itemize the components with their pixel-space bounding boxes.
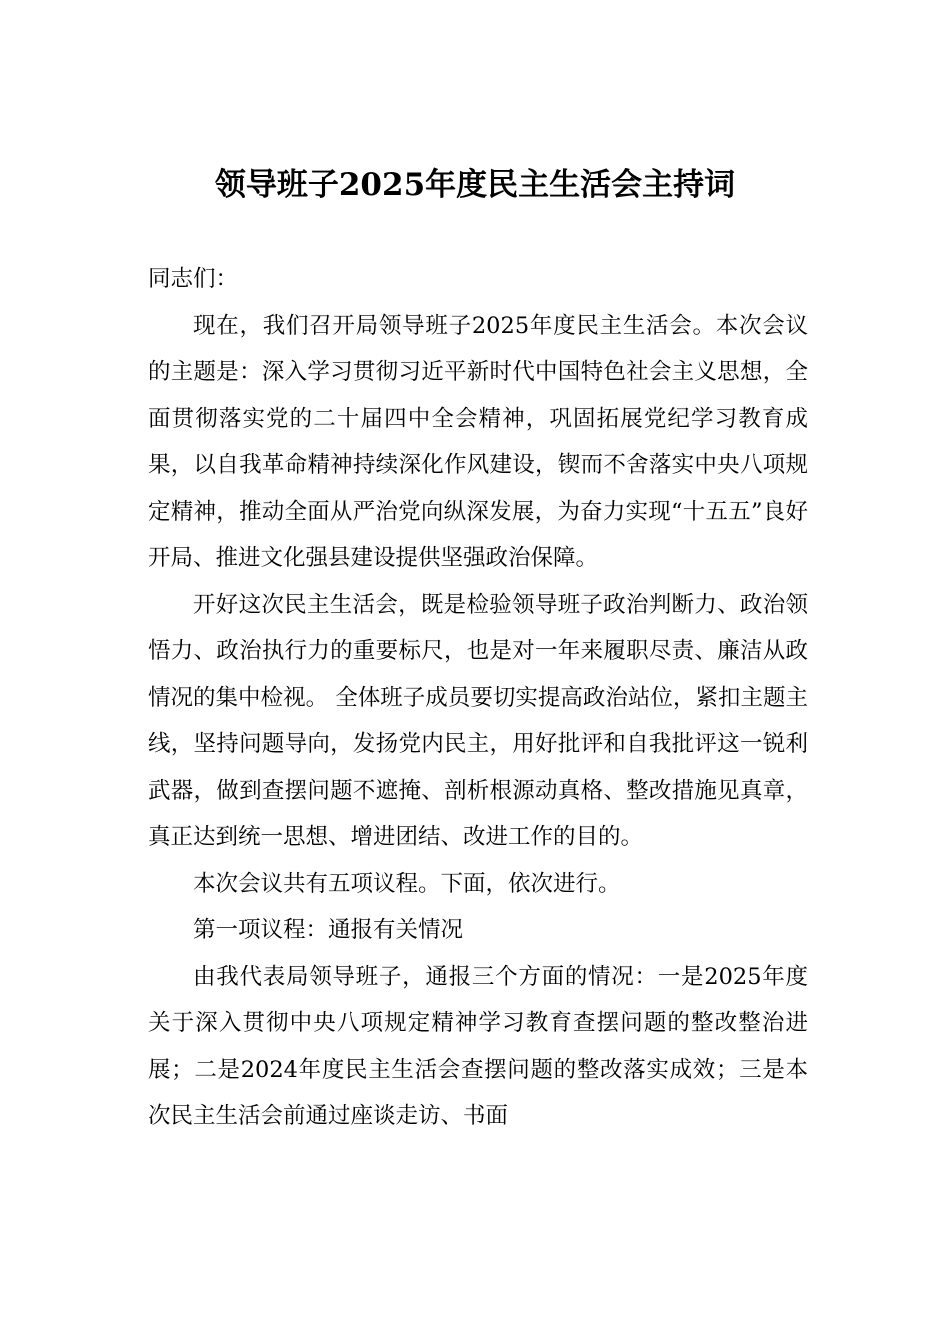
document-title: 领导班子2025年度民主生活会主持词	[214, 167, 736, 203]
salutation: 同志们：	[148, 266, 239, 292]
paragraph-opening: 现在，我们召开局领导班子2025年度民主生活会。本次会议的主题是：深入学习贯彻习近平新时代中国特色社会主义思想，全面贯彻落实党的二十届四中全会精神，巩固拓展党纪学习教育成果，以自我革命精神持续深化作风建设，锲而不舍落实中央八项规定精神，推动全面从严治党向纵深发展，为奋力实现“十五五”良好开局、推进文化强县建设提供坚强政治保障。	[148, 312, 808, 571]
agenda-item-1-heading: 第一项议程：通报有关情况	[193, 917, 464, 943]
paragraph-significance: 开好这次民主生活会，既是检验领导班子政治判断力、政治领悟力、政治执行力的重要标尺，也是对一年来履职尽责、廉洁从政情况的集中检视。 全体班子成员要切实提高政治站位，紧扣主题主线，坚持问题导向，发扬党内民主，用好批评和自我批评这一锐利武器，做到查摆问题不遮掩、剖析根源动真格、整改措施见真章，真正达到统一思想、增进团结、改进工作的目的。	[148, 591, 808, 850]
paragraph-agenda-intro: 本次会议共有五项议程。下面，依次进行。	[193, 870, 621, 897]
paragraph-report: 由我代表局领导班子，通报三个方面的情况：一是2025年度关于深入贯彻中央八项规定精神学习教育查摆问题的整改整治进展；二是2024年度民主生活会查摆问题的整改落实成效；三是本次民主生活会前通过座谈走访、书面	[148, 963, 808, 1129]
document-body	[148, 256, 808, 1140]
